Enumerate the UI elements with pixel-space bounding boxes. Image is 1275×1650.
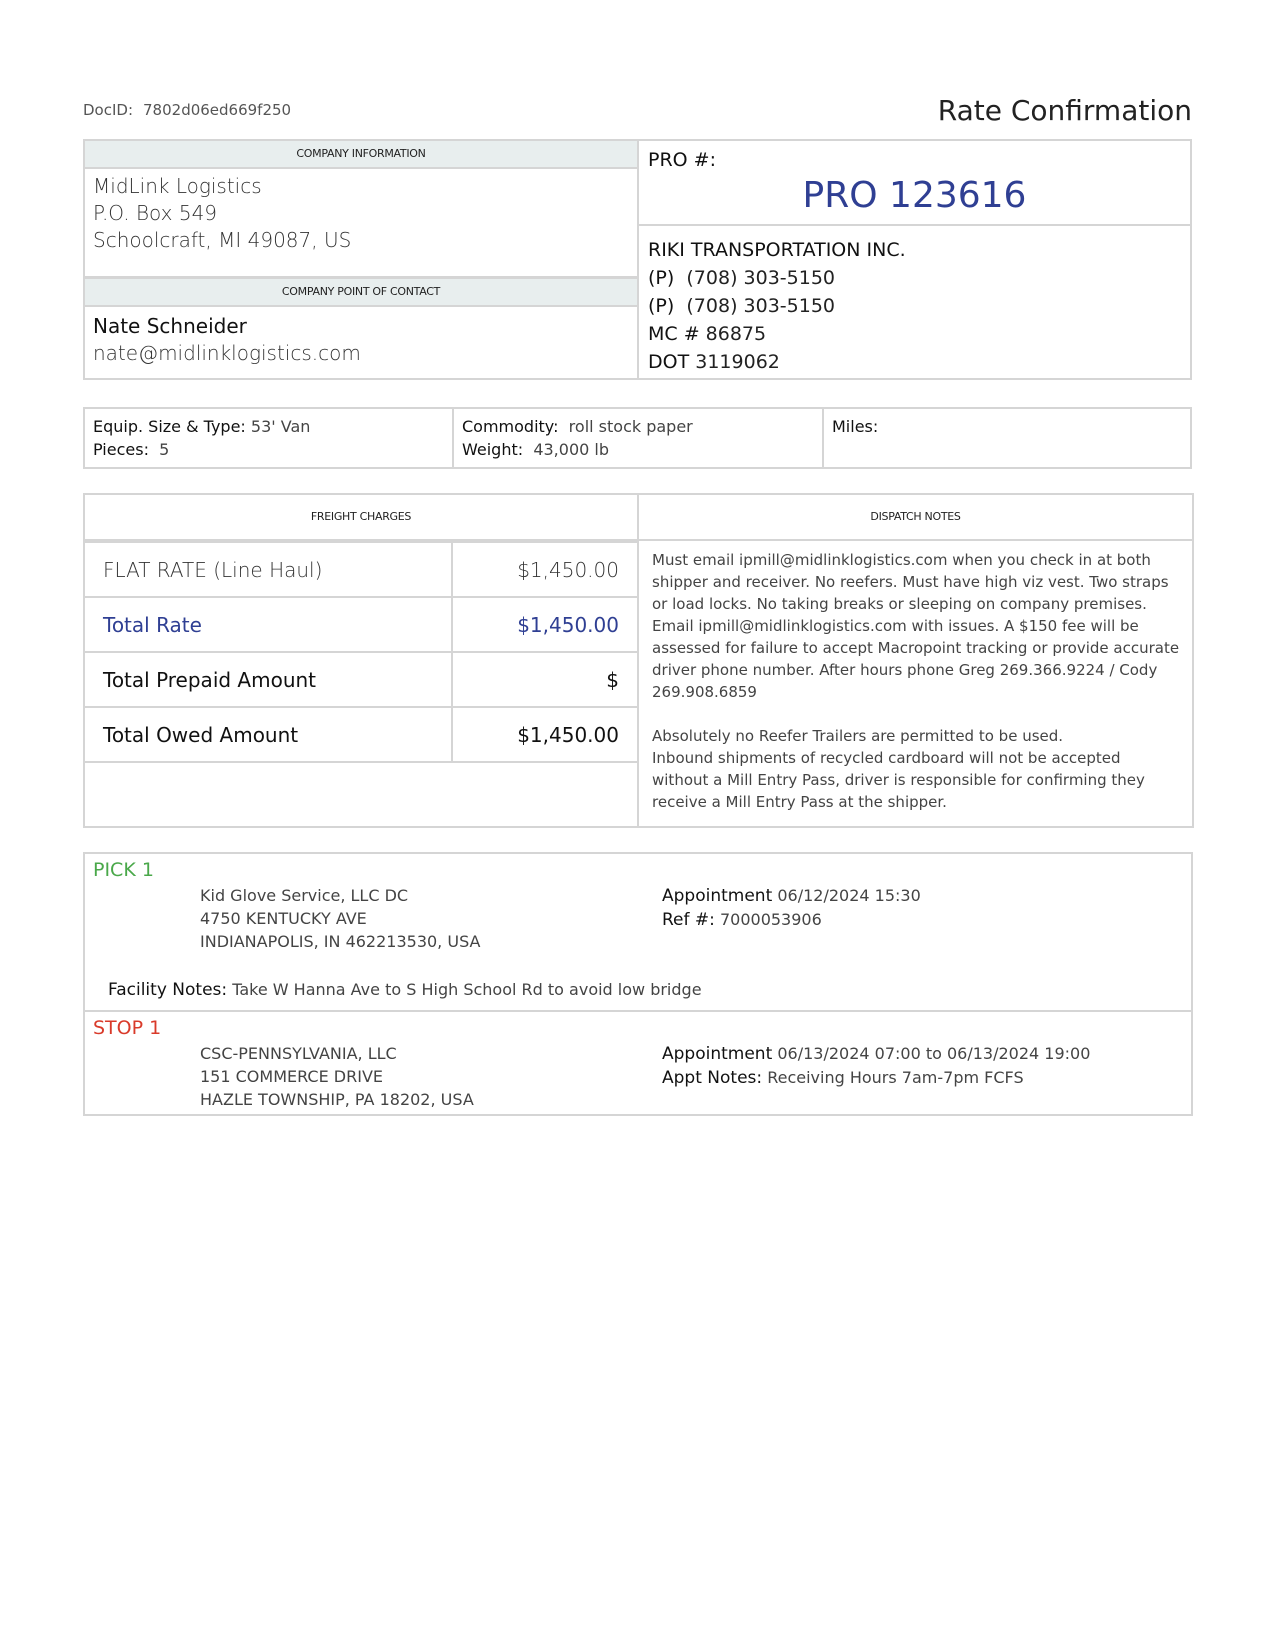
carrier-phone-2 (648, 292, 1181, 320)
freight-charges-header: FREIGHT CHARGES (85, 495, 637, 541)
pick-appt-label: Appointment (662, 886, 773, 906)
table-row (85, 542, 637, 597)
contact-header: COMPANY POINT OF CONTACT (83, 277, 639, 307)
dispatch-note-2: Absolutely no Reefer Trailers are permitted to be used. (652, 727, 1064, 745)
carrier-dot (648, 348, 1181, 376)
freight-table (85, 541, 637, 763)
miles-label: Miles: (832, 417, 879, 436)
dispatch-note-3: Inbound shipments of recycled cardboard will not be accepted without a Mill Entry Pass, driver is responsible for confirming they receive a Mill Entry Pass at the shipper. (652, 749, 1145, 811)
pick-ref-value: 7000053906 (719, 910, 822, 929)
company-name: MidLink Logistics (93, 174, 262, 198)
commodity-box (452, 407, 824, 469)
company-address-1: P.O. Box 549 (93, 201, 218, 225)
dispatch-notes-body (639, 541, 1192, 813)
dot-value: 3119062 (695, 351, 780, 373)
pro-number: PRO 123616 (802, 175, 1027, 216)
owed-value: $1,450.00 (452, 707, 637, 762)
equip-size-value: 53' Van (250, 417, 311, 436)
stop-section (83, 1010, 1193, 1116)
weight-value: 43,000 lb (533, 440, 609, 459)
equip-size-label: Equip. Size & Type: (93, 417, 246, 436)
dispatch-notes-panel (637, 493, 1194, 828)
doc-id (83, 101, 291, 119)
stop-address (200, 1042, 474, 1111)
pick-street: 4750 KENTUCKY AVE (200, 909, 367, 928)
table-row (85, 707, 637, 762)
stop-appointment-info (662, 1042, 1090, 1090)
dispatch-notes-header: DISPATCH NOTES (639, 495, 1192, 541)
pick-appt-value: 06/12/2024 15:30 (777, 886, 921, 905)
facility-notes-label: Facility Notes: (108, 980, 228, 1000)
stop-appt-value: 06/13/2024 07:00 to 06/13/2024 19:00 (777, 1044, 1091, 1063)
facility-notes-value: Take W Hanna Ave to S High School Rd to avoid low bridge (232, 980, 702, 999)
flat-rate-label: FLAT RATE (Line Haul) (85, 542, 452, 597)
total-rate-label: Total Rate (85, 597, 452, 652)
phone-1-value: (708) 303-5150 (686, 267, 835, 289)
company-info-box (83, 167, 639, 278)
prepaid-label: Total Prepaid Amount (85, 652, 452, 707)
contact-email: nate@midlinklogistics.com (93, 341, 361, 365)
pieces-value: 5 (159, 440, 170, 459)
contact-name: Nate Schneider (93, 314, 247, 338)
stop-street: 151 COMMERCE DRIVE (200, 1067, 384, 1086)
pick-city: INDIANAPOLIS, IN 462213530, USA (200, 932, 481, 951)
stop-notes-value: Receiving Hours 7am-7pm FCFS (767, 1068, 1024, 1087)
carrier-name: RIKI TRANSPORTATION INC. (648, 239, 906, 261)
pick-facility-notes (108, 978, 702, 1002)
pieces-label: Pieces: (93, 440, 149, 459)
page-title: Rate Confirmation (937, 94, 1192, 127)
pick-facility-name: Kid Glove Service, LLC DC (200, 886, 409, 905)
stop-notes-label: Appt Notes: (662, 1068, 763, 1088)
doc-id-value: 7802d06ed669f250 (143, 101, 292, 119)
company-info-header: COMPANY INFORMATION (83, 139, 639, 169)
carrier-mc (648, 320, 1181, 348)
stop-facility-name: CSC-PENNSYLVANIA, LLC (200, 1044, 397, 1063)
carrier-box (637, 224, 1192, 380)
miles-box (822, 407, 1192, 469)
pick-ref-label: Ref #: (662, 910, 715, 930)
doc-id-label: DocID: (83, 101, 134, 119)
prepaid-value: $ (452, 652, 637, 707)
pick-appointment-info (662, 884, 921, 932)
pick-title: PICK 1 (93, 859, 154, 881)
company-address-2: Schoolcraft, MI 49087, US (93, 228, 352, 252)
equipment-box (83, 407, 454, 469)
dot-label: DOT (648, 351, 690, 373)
mc-label: MC # (648, 323, 700, 345)
stop-appt-label: Appointment (662, 1044, 773, 1064)
stop-city: HAZLE TOWNSHIP, PA 18202, USA (200, 1090, 474, 1109)
weight-label: Weight: (462, 440, 524, 459)
commodity-value: roll stock paper (568, 417, 693, 436)
dispatch-note-1: Must email ipmill@midlinklogistics.com when you check in at both shipper and receiver. No reefers. Must have high viz vest. Two straps or load locks. No taking breaks or sleeping on company premises. Email ipmill@midlinklogistics.com with issues. A $150 fee will be assessed for failure to accept Macropoint tracking or provide accurate driver phone number. After hours phone Greg 269.366.9224 / Cody 269.908.6859 (652, 551, 1180, 701)
flat-rate-value: $1,450.00 (452, 542, 637, 597)
total-rate-value: $1,450.00 (452, 597, 637, 652)
pick-address (200, 884, 480, 953)
phone-1-label: (P) (648, 267, 675, 289)
commodity-label: Commodity: (462, 417, 559, 436)
table-row (85, 652, 637, 707)
freight-charges-panel (83, 493, 639, 828)
phone-2-value: (708) 303-5150 (686, 295, 835, 317)
contact-box (83, 305, 639, 380)
carrier-phone-1 (648, 264, 1181, 292)
pro-label: PRO #: (648, 149, 716, 171)
pick-section (83, 852, 1193, 1012)
owed-label: Total Owed Amount (85, 707, 452, 762)
phone-2-label: (P) (648, 295, 675, 317)
table-row (85, 597, 637, 652)
pro-box (637, 139, 1192, 226)
mc-value: 86875 (705, 323, 767, 345)
stop-title: STOP 1 (93, 1017, 162, 1039)
